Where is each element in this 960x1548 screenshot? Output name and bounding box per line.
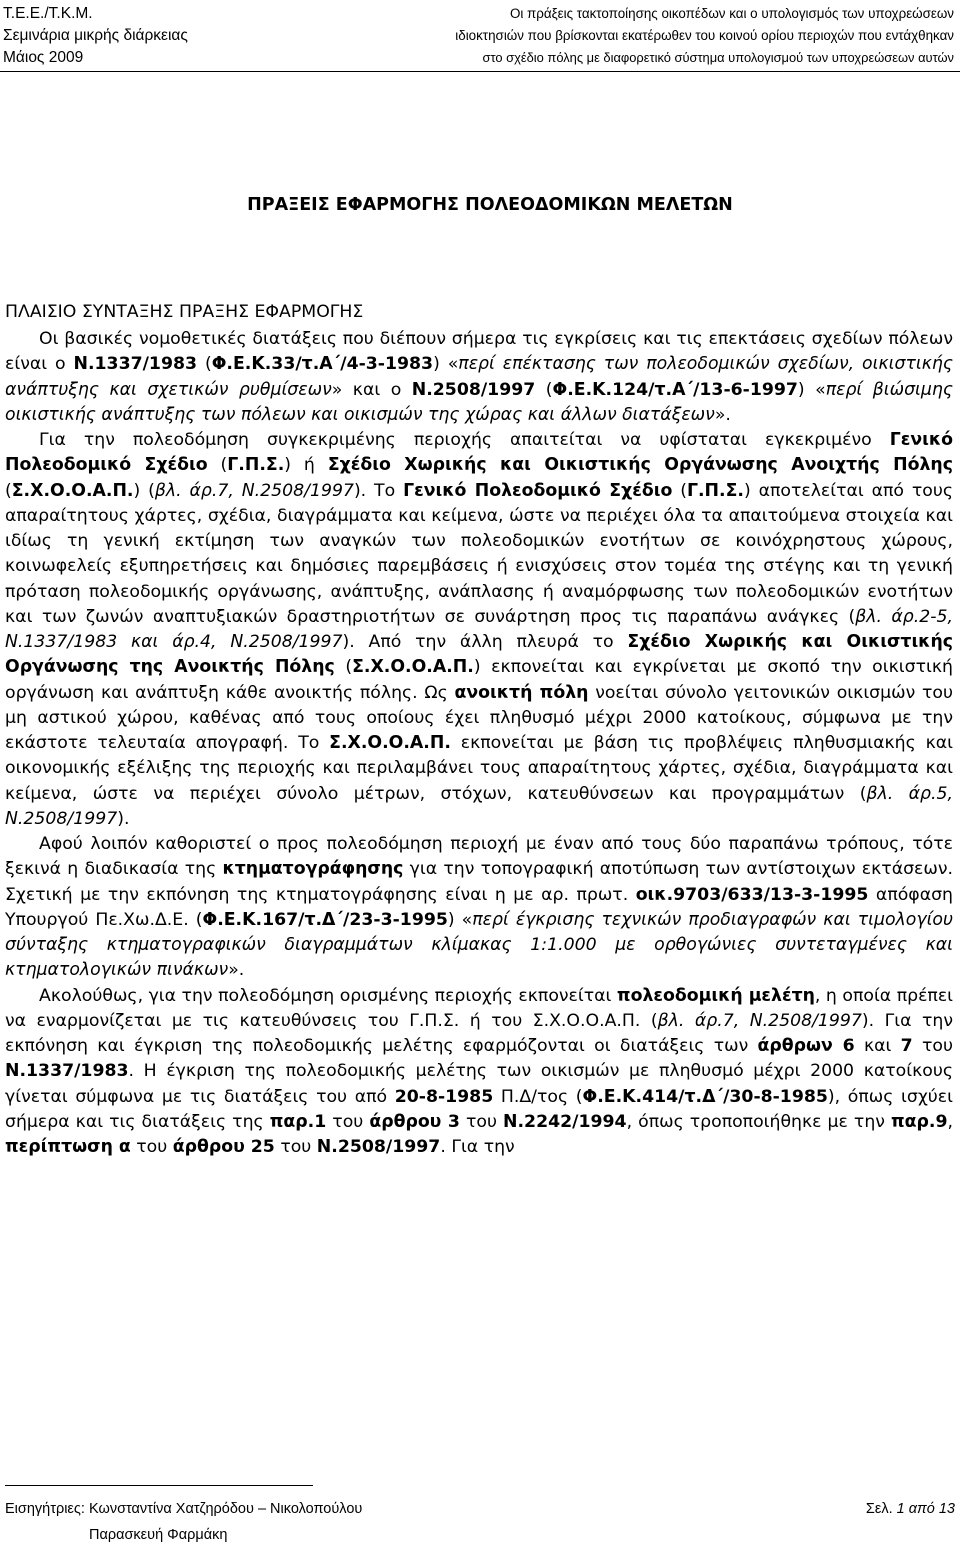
decision-ref: οικ.9703/633/13-3-1995 [635, 884, 869, 905]
text: , [947, 1111, 954, 1132]
page-separator: από [904, 1501, 939, 1517]
bold-term: Γενικό Πολεοδομικό Σχέδιο [5, 430, 953, 476]
citation: βλ. άρ.5, Ν.2508/1997 [5, 783, 953, 829]
page-header [0, 0, 960, 72]
paragraph-4 [5, 984, 953, 1161]
bold-term: άρθρου 25 [172, 1137, 275, 1157]
document-title: ΠΡΑΞΕΙΣ ΕΦΑΡΜΟΓΗΣ ΠΟΛΕΟΔΟΜΙΚΩΝ ΜΕΛΕΤΩΝ [247, 195, 733, 215]
bold-term: Σ.Χ.Ο.Ο.Α.Π. [11, 480, 134, 501]
text: του [130, 1137, 173, 1157]
citation: βλ. άρ.7, Ν.2508/1997 [154, 480, 354, 501]
decision-title: περί έγκρισης τεχνικών προδιαγραφών και τιμολογίου σύνταξης κτηματογραφικών διαγραμμάτων κλίμακας 1:1.000 με ορθογώνιες συντεταγμένες και κτηματολογικών πινάκων [5, 909, 953, 981]
page-number [866, 1496, 955, 1522]
paragraph-3 [5, 832, 953, 984]
law-ref: Ν.2508/1997 [316, 1137, 441, 1157]
text: Για την πολεοδόμηση συγκεκριμένης περιοχής απαιτείται να υφίσταται εγκεκριμένο [39, 430, 890, 450]
bold-term: κτηματογράφησης [222, 859, 404, 880]
text: . Για την [440, 1137, 515, 1157]
text: ) « [797, 379, 826, 400]
bold-term: 7 [900, 1036, 913, 1056]
law-ref: Ν.2508/1997 [411, 379, 536, 400]
footer-author-2: Παρασκευή Φαρμάκη [89, 1527, 228, 1543]
text: ) « [433, 354, 459, 375]
bold-term: άρθρου 3 [369, 1111, 460, 1132]
bold-term: Σ.Χ.Ο.Ο.Α.Π. [329, 733, 451, 753]
text: ( [197, 354, 212, 375]
footer-author-1: Κωνσταντίνα Χατζηρόδου – Νικολοπούλου [89, 1501, 363, 1517]
header-org: Τ.Ε.Ε./Τ.Κ.Μ. [3, 5, 93, 22]
text: , όπως τροποποιήθηκε με την [626, 1111, 891, 1132]
text: » και ο [331, 379, 412, 400]
citation: βλ. άρ.2-5, Ν.1337/1983 και άρ.4, Ν.2508/1997 [5, 606, 953, 652]
footer-label: Εισηγήτριες: [5, 1501, 85, 1517]
text: εκπονείται με βάση τις προβλέψεις πληθυσμιακής και οικονομικής εξέλιξης της περιοχής και περιλαμβάνει τους απαραίτητους χάρτες, σχέδια, διαγράμματα και κείμενα, ώστε να περιέχει σύνολο μέτρων, στόχων, κατευθύνσεων και προγραμμάτων ( [5, 733, 954, 804]
law-title: περί επέκτασης των πολεοδομικών σχεδίων, οικιστικής ανάπτυξης και σχετικών ρυθμίσεων [5, 354, 953, 400]
text: και [854, 1036, 901, 1056]
header-right [455, 3, 954, 69]
law-ref: Ν.1337/1983 [5, 1061, 129, 1082]
bold-term: Γ.Π.Σ. [686, 480, 744, 501]
text: Ακολούθως, για την πολεοδόμηση ορισμένης περιοχής εκπονείται [39, 985, 617, 1006]
text: ) « [447, 909, 473, 930]
page-current: 1 [896, 1501, 905, 1517]
text: απόφαση Υπουργού Πε.Χω.Δ.Ε. ( [5, 884, 954, 930]
gazette-ref: Φ.Ε.Κ.414/τ.Δ΄/30-8-1985 [582, 1086, 828, 1107]
paragraph-2 [5, 428, 953, 832]
gazette-ref: Φ.Ε.Κ.124/τ.Α΄/13-6-1997 [552, 379, 798, 400]
bold-term: Σ.Χ.Ο.Ο.Α.Π. [352, 657, 474, 678]
text: του [912, 1036, 953, 1056]
text: ». [228, 960, 245, 981]
header-divider [0, 71, 960, 72]
text: ( [672, 480, 687, 501]
text: του [326, 1111, 370, 1132]
text: του [274, 1137, 317, 1157]
text: ) ή [284, 455, 328, 476]
bold-term: Γ.Π.Σ. [227, 455, 285, 476]
gazette-ref: Φ.Ε.Κ.167/τ.Δ΄/23-3-1995 [202, 909, 448, 930]
text: ) εκπονείται και εγκρίνεται με σκοπό την οικιστική οργάνωση και ανάπτυξη κάθε ανοικτής πόλης. Ως [5, 657, 953, 703]
header-date: Μάιος 2009 [3, 49, 84, 66]
bold-term: Γενικό Πολεοδομικό Σχέδιο [403, 480, 673, 501]
text: ( [535, 379, 553, 400]
law-ref: Ν.1337/1983 [73, 354, 198, 375]
bold-term: περίπτωση α [5, 1137, 131, 1157]
text: ) αποτελείται από τους απαραίτητους χάρτες, σχέδια, διαγράμματα και κείμενα, ώστε να περιέχει όλα τα απαιτούμενα στοιχεία και ιδίως τη γενική εκτίμηση των αναγκών των πολεοδομικών ενοτήτων σε κοινόχρηστους χώρους, κοινωφελείς εξυπηρετήσεις και δημόσιες παρεμβάσεις ή ενισχύσεις στον τομέα της στέγης και τη γενική πρόταση πολεοδομικής οργάνωσης, ανάπτυξης, ανάπλασης ή αναμόρφωσης των πολεοδομικών ενοτήτων και των ζωνών αναπτυξιακών δραστηριοτήτων σε συνάρτηση προς τις παραπάνω ανάγκες ( [5, 480, 953, 627]
text: ( [207, 455, 228, 476]
bold-term: άρθρων 6 [757, 1036, 855, 1056]
text: νοείται σύνολο γειτονικών οικισμών του μη αστικού χώρου, καθένας από τους οποίους έχει πληθυσμό μέχρι 2000 κατοίκους, σύμφωνα με την εκάστοτε τελευταία απογραφή. Το [5, 682, 953, 753]
footer-divider [5, 1485, 313, 1486]
bold-term: Σχέδιο Χωρικής και Οικιστικής Οργάνωσης Ανοιχτής Πόλης [327, 455, 953, 476]
text: του [459, 1111, 504, 1132]
text: ). Από την άλλη πλευρά το [342, 632, 628, 652]
header-topic-line1: Οι πράξεις τακτοποίησης οικοπέδων και ο υπολογισμός των υποχρεώσεων [509, 6, 954, 21]
law-title: περί βιώσιμης οικιστικής ανάπτυξης των πόλεων και οικισμών της χώρας και άλλων διατάξεων [5, 379, 953, 425]
page-prefix: Σελ. [865, 1501, 897, 1517]
bold-term: παρ.9 [891, 1111, 948, 1132]
document-body [5, 190, 953, 1160]
citation: βλ. άρ.7, Ν.2508/1997 [657, 1010, 862, 1031]
header-topic-line3: στο σχέδιο πόλης με διαφορετικό σύστημα υπολογισμού των υποχρεώσεων αυτών [482, 50, 954, 65]
bold-term: πολεοδομική μελέτη [616, 985, 815, 1006]
text: Αφού λοιπόν καθοριστεί ο προς πολεοδόμηση περιοχή με έναν από τους δύο παραπάνω τρόπους, τότε ξεκινά η διαδικασία της [5, 834, 953, 880]
text: ). Για την εκπόνηση και έγκριση της πολεοδομικής μελέτης εφαρμόζονται οι διατάξεις των [5, 1010, 953, 1056]
text: ( [5, 480, 12, 501]
text: . Η έγκριση της πολεοδομικής μελέτης των οικισμών με πληθυσμό μέχρι 2000 κατοίκους γίνεται σύμφωνα με τις διατάξεις του από [5, 1061, 953, 1107]
text: ). Το [353, 480, 404, 501]
text: ». [714, 404, 731, 425]
text: Π.Δ/τος ( [493, 1086, 583, 1107]
bold-term: ανοικτή πόλη [454, 682, 589, 703]
text: ), όπως ισχύει σήμερα και τις διατάξεις της [5, 1086, 953, 1132]
law-ref: Ν.2242/1994 [503, 1111, 627, 1132]
header-left [3, 3, 188, 69]
date-ref: 20-8-1985 [394, 1086, 494, 1107]
text: ( [334, 657, 353, 678]
bold-term: παρ.1 [269, 1111, 327, 1132]
text: ) ( [133, 480, 155, 501]
text: για την τοπογραφική αποτύπωση των αντίστοιχων εκτάσεων. Σχετική με την εκπόνηση της κτηματογράφησης είναι η με αρ. πρωτ. [5, 859, 953, 905]
header-series: Σεμινάρια μικρής διάρκειας [3, 27, 188, 44]
section-heading: ΠΛΑΙΣΙΟ ΣΥΝΤΑΞΗΣ ΠΡΑΞΗΣ ΕΦΑΡΜΟΓΗΣ [5, 302, 364, 322]
header-topic-line2: ιδιοκτησιών που βρίσκονται εκατέρωθεν του κοινού ορίου περιοχών που εντάχθηκαν [455, 28, 954, 43]
text: , η οποία πρέπει να εναρμονίζεται με τις κατευθύνσεις του Γ.Π.Σ. ή του Σ.Χ.Ο.Ο.Α.Π. ( [5, 985, 954, 1031]
text: Οι βασικές νομοθετικές διατάξεις που διέπουν σήμερα τις εγκρίσεις και τις επεκτάσεις σχεδίων πόλεων είναι ο [5, 329, 953, 375]
text: ). [117, 808, 130, 829]
bold-term: Σχέδιο Χωρικής και Οικιστικής Οργάνωσης της Ανοικτής Πόλης [5, 632, 953, 678]
paragraph-1 [5, 327, 953, 428]
page-total: 13 [938, 1501, 955, 1517]
gazette-ref: Φ.Ε.Κ.33/τ.Α΄/4-3-1983 [211, 354, 434, 375]
